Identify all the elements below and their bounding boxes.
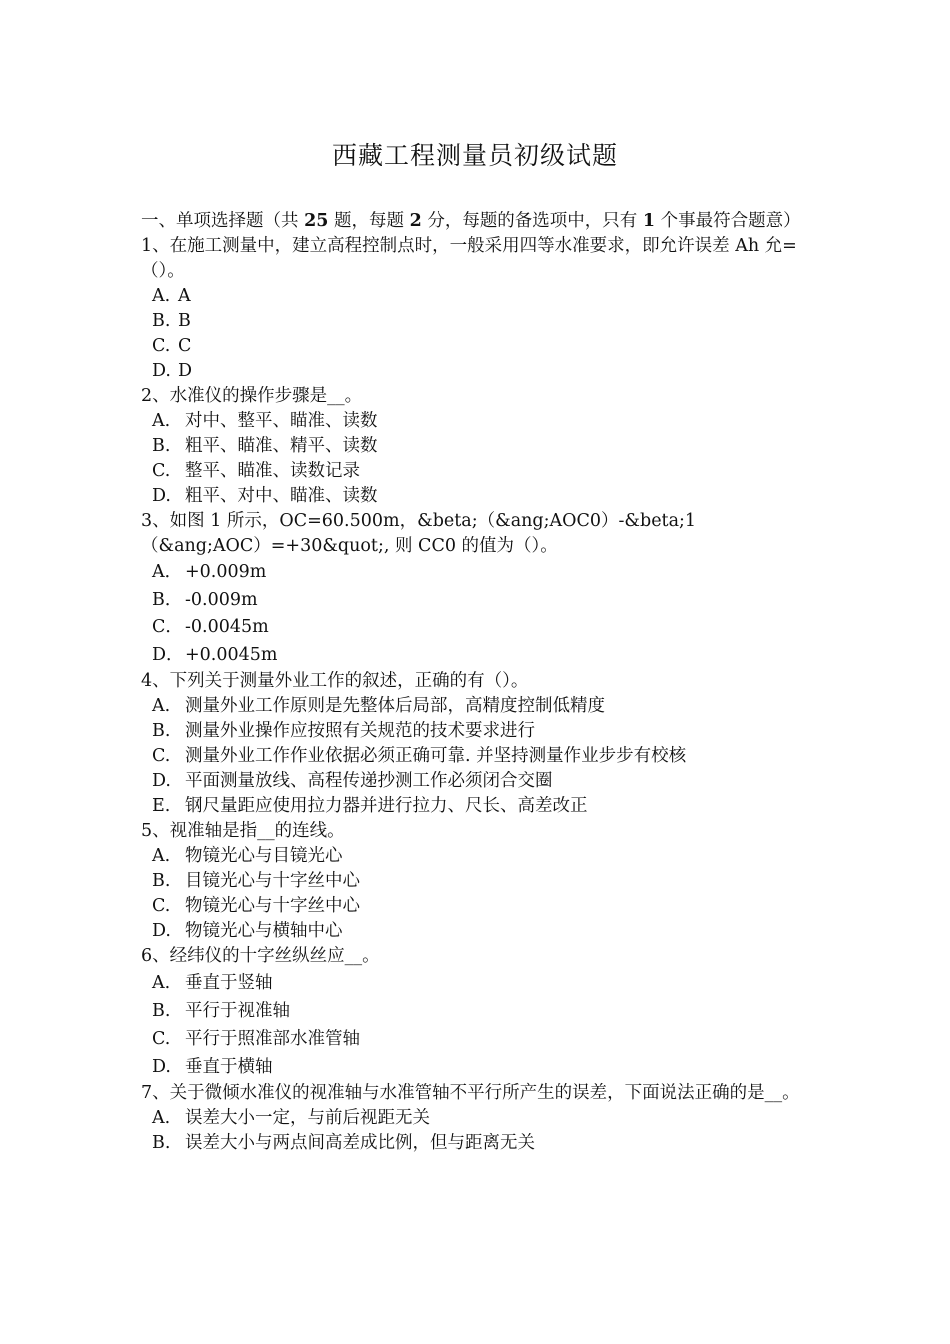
option-d xyxy=(141,919,811,944)
option-letter: E. xyxy=(152,796,171,816)
option-b xyxy=(141,869,811,894)
question-text: 2、水准仪的操作步骤是__。 xyxy=(141,386,363,406)
option-text: 垂直于竖轴 xyxy=(185,973,273,993)
section-prefix: 一、单项选择题（共 xyxy=(141,211,305,231)
question-2 xyxy=(141,384,811,509)
points-per-question: 2 xyxy=(409,211,422,231)
option-text: 粗平、瞄准、精平、读数 xyxy=(185,436,378,456)
option-letter: B. xyxy=(152,436,171,456)
question-6 xyxy=(141,944,811,1081)
question-count: 25 xyxy=(304,211,329,231)
question-1 xyxy=(141,234,811,384)
option-letter: D. xyxy=(152,361,171,381)
option-text: 对中、整平、瞄准、读数 xyxy=(185,411,378,431)
option-c xyxy=(141,744,811,769)
section-text: 题，每题 xyxy=(328,211,410,231)
document-body xyxy=(141,209,811,1156)
option-b xyxy=(141,434,811,459)
option-letter: B. xyxy=(152,1133,171,1153)
option-letter: D. xyxy=(152,921,171,941)
option-letter: B. xyxy=(152,871,171,891)
option-a xyxy=(141,559,811,587)
option-d xyxy=(141,1053,811,1081)
option-letter: C. xyxy=(152,896,171,916)
option-letter: C. xyxy=(152,1029,171,1049)
option-c xyxy=(141,614,811,642)
question-5 xyxy=(141,819,811,944)
option-text: 物镜光心与十字丝中心 xyxy=(185,896,360,916)
question-text: 1、在施工测量中，建立高程控制点时，一般采用四等水准要求，即允许误差 Ah 允=（）。 xyxy=(141,236,797,281)
option-letter: A. xyxy=(152,411,171,431)
option-letter: C. xyxy=(152,746,171,766)
option-letter: C． xyxy=(152,617,183,637)
option-letter: C. xyxy=(152,461,171,481)
option-b xyxy=(141,719,811,744)
option-letter: A. xyxy=(152,1108,171,1128)
option-b xyxy=(141,1131,811,1156)
option-text: 目镜光心与十字丝中心 xyxy=(185,871,360,891)
option-letter: C. xyxy=(152,336,171,356)
option-text: 平行于视准轴 xyxy=(185,1001,290,1021)
option-text: 误差大小与两点间高差成比例，但与距离无关 xyxy=(185,1133,535,1153)
question-3 xyxy=(141,509,811,669)
option-d xyxy=(141,642,811,670)
option-text: 物镜光心与横轴中心 xyxy=(185,921,343,941)
option-a xyxy=(141,409,811,434)
option-letter: A. xyxy=(152,846,171,866)
section-heading xyxy=(141,209,811,234)
option-d xyxy=(141,359,811,384)
document-title: 西藏工程测量员初级试题 xyxy=(331,141,618,170)
question-text: 4、下列关于测量外业工作的叙述，正确的有（）。 xyxy=(141,671,529,691)
option-letter: A． xyxy=(152,562,183,582)
question-text: 3、如图 1 所示，OC=60.500m，&beta;（&ang;AOC0）-&beta;1（&ang;AOC）=+30&quot;, 则 CC0 的值为（）。 xyxy=(141,511,697,556)
question-4 xyxy=(141,669,811,819)
section-suffix: 个事最符合题意） xyxy=(655,211,801,231)
option-letter: A. xyxy=(152,286,171,306)
option-letter: A. xyxy=(152,696,171,716)
question-7 xyxy=(141,1081,811,1156)
correct-count: 1 xyxy=(642,211,656,231)
option-text: 测量外业工作原则是先整体后局部，高精度控制低精度 xyxy=(185,696,605,716)
option-a xyxy=(141,284,811,309)
option-b xyxy=(141,997,811,1025)
option-text: C xyxy=(178,336,192,356)
option-letter: A. xyxy=(152,973,171,993)
option-d xyxy=(141,769,811,794)
option-letter: D． xyxy=(152,644,184,665)
option-text: 测量外业操作应按照有关规范的技术要求进行 xyxy=(185,721,535,741)
option-a xyxy=(141,1106,811,1131)
option-letter: B. xyxy=(152,311,171,331)
option-text: +0.009m xyxy=(185,562,267,582)
question-text: 6、经纬仪的十字丝纵丝应__。 xyxy=(141,946,380,966)
option-c xyxy=(141,459,811,484)
option-b xyxy=(141,309,811,334)
section-text: 分，每题的备选项中，只有 xyxy=(421,211,643,231)
option-c xyxy=(141,1025,811,1053)
option-text: 平行于照准部水准管轴 xyxy=(185,1029,360,1049)
option-a xyxy=(141,844,811,869)
option-text: 粗平、对中、瞄准、读数 xyxy=(185,486,378,506)
question-text: 5、视准轴是指__的连线。 xyxy=(141,821,345,841)
option-a xyxy=(141,694,811,719)
option-letter: B． xyxy=(152,589,183,610)
option-a xyxy=(141,969,811,997)
option-text: 物镜光心与目镜光心 xyxy=(185,846,343,866)
option-text: 测量外业工作作业依据必须正确可靠. 并坚持测量作业步步有校核 xyxy=(185,746,687,766)
option-letter: D. xyxy=(152,771,171,791)
option-text: 平面测量放线、高程传递抄测工作必须闭合交圈 xyxy=(185,771,553,791)
option-letter: B. xyxy=(152,721,171,741)
question-text: 7、关于微倾水准仪的视准轴与水准管轴不平行所产生的误差，下面说法正确的是__。 xyxy=(141,1083,800,1103)
option-e xyxy=(141,794,811,819)
option-text: 误差大小一定，与前后视距无关 xyxy=(185,1108,430,1128)
option-letter: D. xyxy=(152,1057,171,1077)
option-text: 钢尺量距应使用拉力器并进行拉力、尺长、高差改正 xyxy=(185,796,588,816)
option-c xyxy=(141,334,811,359)
option-text: 整平、瞄准、读数记录 xyxy=(185,461,360,481)
option-letter: D. xyxy=(152,486,171,506)
option-b xyxy=(141,587,811,615)
option-text: -0.009m xyxy=(185,589,258,610)
option-d xyxy=(141,484,811,509)
option-text: A xyxy=(178,286,191,306)
option-letter: B. xyxy=(152,1001,171,1021)
option-text: 垂直于横轴 xyxy=(185,1057,273,1077)
option-text: D xyxy=(178,361,193,381)
option-text: +0.0045m xyxy=(185,644,278,665)
option-text: B xyxy=(178,311,191,331)
option-c xyxy=(141,894,811,919)
option-text: -0.0045m xyxy=(185,617,269,637)
